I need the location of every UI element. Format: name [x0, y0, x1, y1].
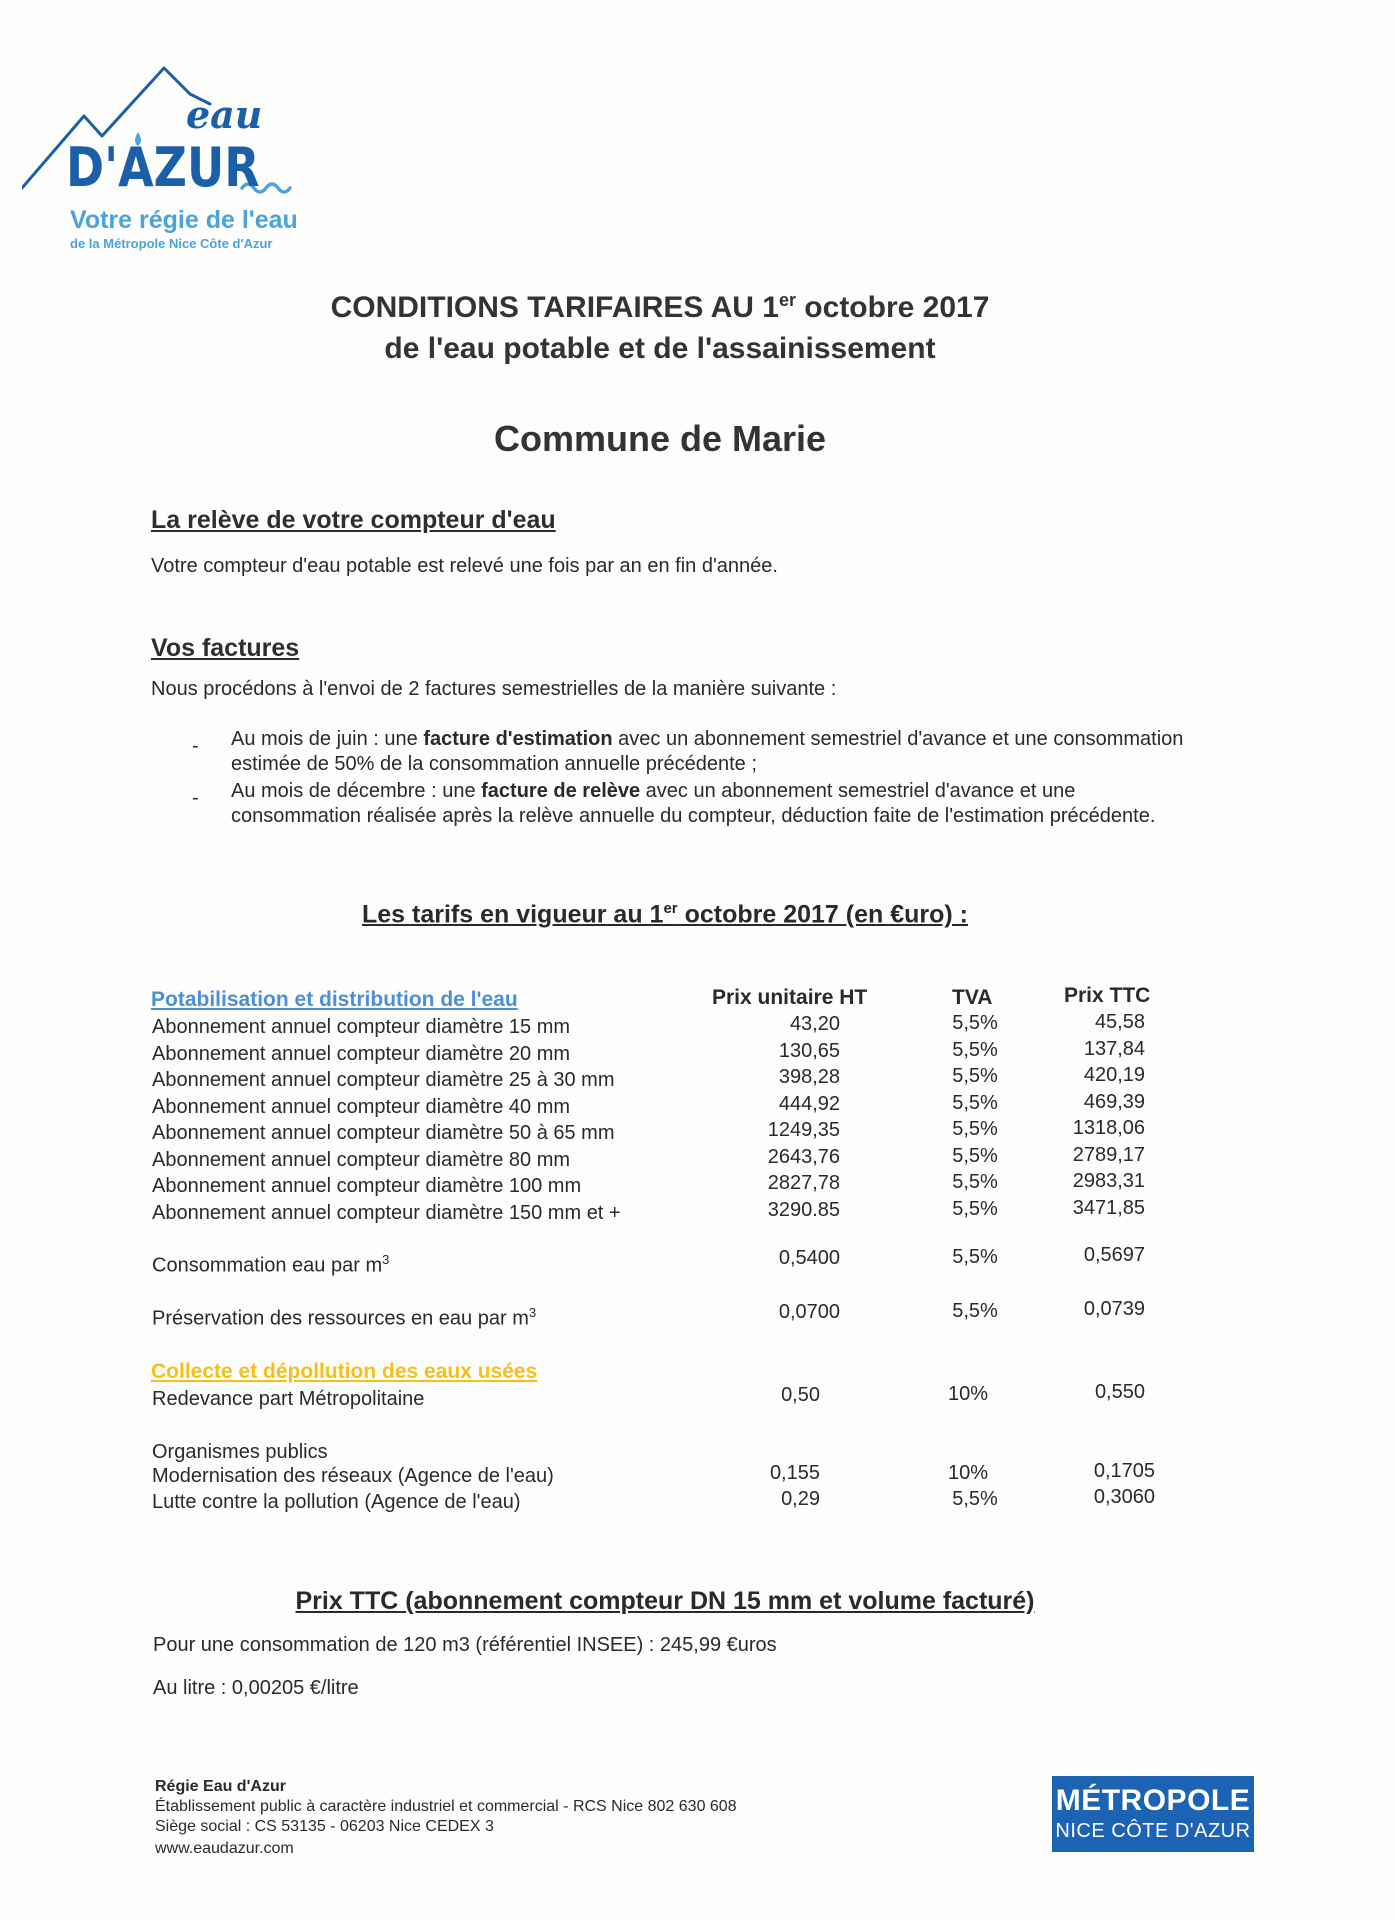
table-cell-ht: 0,50 [781, 1384, 820, 1406]
table-cell-ttc: 0,0739 [1083, 1298, 1145, 1320]
table-cell-tva: 5,5% [952, 1300, 998, 1322]
title-suffix: octobre 2017 [795, 291, 990, 324]
table-cell-ht: 0,155 [769, 1462, 820, 1484]
metropole-logo-line1: MÉTROPOLE [1055, 1784, 1251, 1817]
footer-legal: Établissement public à caractère industriel et commercial - RCS Nice 802 630 608 [155, 1798, 737, 1815]
logo-tagline: Votre régie de l'eau [70, 206, 298, 234]
table-row-label: Abonnement annuel compteur diamètre 100 mm [152, 1175, 582, 1197]
table-cell-ttc: 2789,17 [1072, 1144, 1145, 1166]
commune-title: Commune de Marie [493, 418, 827, 459]
table-row-label: Modernisation des réseaux (Agence de l'eau) [152, 1465, 554, 1487]
table-row-label [152, 1305, 536, 1331]
tarifs-heading-suffix: octobre 2017 (en €uro) : [677, 900, 969, 929]
column-header-ht: Prix unitaire HT [712, 986, 868, 1009]
table-cell-tva: 5,5% [952, 1198, 998, 1220]
row-label-text: Consommation eau par m [152, 1254, 383, 1277]
metropole-logo [1052, 1776, 1254, 1852]
table-row-label: Abonnement annuel compteur diamètre 150 mm et + [152, 1202, 621, 1224]
table-cell-ttc: 420,19 [1083, 1064, 1145, 1086]
bullet-juin [231, 727, 1191, 777]
table-cell-ttc: 0,3060 [1093, 1486, 1155, 1508]
table-cell-ttc: 0,550 [1094, 1381, 1145, 1403]
tarifs-heading-prefix: Les tarifs en vigueur au 1 [361, 900, 664, 929]
row-label-sup: 3 [528, 1305, 537, 1320]
table-cell-ht: 2827,78 [767, 1172, 840, 1194]
table-row-label: Abonnement annuel compteur diamètre 80 mm [152, 1149, 571, 1171]
table-row-label: Redevance part Métropolitaine [152, 1388, 425, 1410]
bullet-text: avec un abonnement semestriel d'avance et une consommation réalisée après la relève annuelle du compteur, déduction faite de l'estimation précédente. [231, 780, 1156, 827]
table-cell-tva: 10% [947, 1462, 989, 1484]
table-cell-ht: 444,92 [778, 1093, 840, 1115]
table-cell-tva: 5,5% [952, 1488, 998, 1510]
table-cell-tva: 5,5% [952, 1171, 998, 1193]
bullet-text: avec un abonnement semestriel d'avance et une consommation estimée de 50% de la consommation annuelle précédente ; [231, 728, 1184, 775]
table-cell-tva: 5,5% [952, 1039, 998, 1061]
group-title-collecte: Collecte et dépollution des eaux usées [151, 1360, 538, 1383]
footer-website: www.eaudazur.com [155, 1840, 294, 1857]
column-header-ttc: Prix TTC [1064, 984, 1151, 1007]
table-cell-tva: 5,5% [952, 1246, 998, 1268]
logo-word-eau: eau [186, 92, 263, 137]
organismes-label: Organismes publics [152, 1441, 328, 1463]
prix-litre-text: Au litre : 0,00205 €/litre [153, 1677, 359, 1699]
metropole-logo-line2: NICE CÔTE D'AZUR [1055, 1820, 1251, 1842]
table-cell-ttc: 3471,85 [1072, 1197, 1145, 1219]
title-prefix: CONDITIONS TARIFAIRES AU 1 [330, 291, 779, 324]
bullet-dash: - [192, 787, 199, 809]
table-cell-tva: 5,5% [952, 1145, 998, 1167]
prix-ttc-heading: Prix TTC (abonnement compteur DN 15 mm et volume facturé) [295, 1587, 1035, 1615]
bullet-decembre [231, 779, 1191, 829]
table-cell-tva: 5,5% [952, 1012, 998, 1034]
bullet-bold: facture de relève [481, 780, 641, 802]
table-cell-ttc: 0,1705 [1093, 1460, 1155, 1482]
bullet-text: Au mois de décembre : une [231, 780, 482, 802]
bullet-dash: - [192, 735, 199, 757]
table-cell-ttc: 469,39 [1083, 1091, 1145, 1113]
table-row-label: Abonnement annuel compteur diamètre 20 mm [152, 1043, 571, 1065]
tarifs-heading-sup: er [663, 900, 678, 917]
bullet-bold: facture d'estimation [423, 728, 613, 750]
logo-word-dazur: D'AZUR [66, 136, 260, 199]
logo-subtagline: de la Métropole Nice Côte d'Azur [70, 236, 273, 251]
bullet-text: Au mois de juin : une [231, 728, 424, 750]
table-row-label: Abonnement annuel compteur diamètre 15 mm [152, 1016, 571, 1038]
table-cell-tva: 10% [947, 1383, 989, 1405]
table-cell-ht: 43,20 [789, 1013, 840, 1035]
table-cell-ttc: 2983,31 [1072, 1170, 1145, 1192]
table-cell-ht: 0,29 [781, 1488, 820, 1510]
releve-text: Votre compteur d'eau potable est relevé une fois par an en fin d'année. [151, 555, 778, 577]
footer-company-name: Régie Eau d'Azur [155, 1778, 286, 1795]
document-subtitle: de l'eau potable et de l'assainissement [384, 332, 936, 365]
table-cell-ttc: 0,5697 [1083, 1244, 1145, 1266]
prix-consommation-text: Pour une consommation de 120 m3 (référentiel INSEE) : 245,99 €uros [153, 1634, 777, 1656]
table-cell-ttc: 45,58 [1094, 1011, 1145, 1033]
group-title-potabilisation: Potabilisation et distribution de l'eau [151, 988, 518, 1011]
table-row-label: Abonnement annuel compteur diamètre 25 à 30 mm [152, 1069, 615, 1091]
row-label-sup: 3 [382, 1252, 390, 1267]
table-cell-ttc: 137,84 [1083, 1038, 1145, 1060]
document-title [0, 290, 1320, 325]
table-cell-ht: 398,28 [778, 1066, 840, 1088]
title-sup: er [778, 290, 796, 310]
row-label-text: Préservation des ressources en eau par m [152, 1307, 529, 1330]
releve-heading: La relève de votre compteur d'eau [151, 506, 556, 534]
table-cell-ttc: 1318,06 [1072, 1117, 1145, 1139]
table-cell-tva: 5,5% [952, 1092, 998, 1114]
table-cell-ht: 2643,76 [767, 1146, 840, 1168]
tarifs-heading [0, 900, 1330, 929]
factures-heading: Vos factures [151, 634, 300, 662]
table-row-label [152, 1252, 389, 1278]
column-header-tva: TVA [952, 986, 993, 1009]
table-cell-ht: 0,5400 [778, 1247, 840, 1269]
factures-intro: Nous procédons à l'envoi de 2 factures semestrielles de la manière suivante : [151, 678, 837, 700]
table-cell-ht: 130,65 [778, 1040, 840, 1062]
table-row-label: Abonnement annuel compteur diamètre 40 mm [152, 1096, 571, 1118]
table-cell-ht: 1249,35 [767, 1119, 840, 1141]
table-cell-tva: 5,5% [952, 1065, 998, 1087]
footer-address: Siège social : CS 53135 - 06203 Nice CEDEX 3 [155, 1818, 494, 1835]
table-cell-ht: 3290.85 [767, 1199, 840, 1221]
table-row-label: Lutte contre la pollution (Agence de l'eau) [152, 1491, 521, 1513]
table-row-label: Abonnement annuel compteur diamètre 50 à 65 mm [152, 1122, 615, 1144]
table-cell-tva: 5,5% [952, 1118, 998, 1140]
table-cell-ht: 0,0700 [778, 1301, 840, 1323]
